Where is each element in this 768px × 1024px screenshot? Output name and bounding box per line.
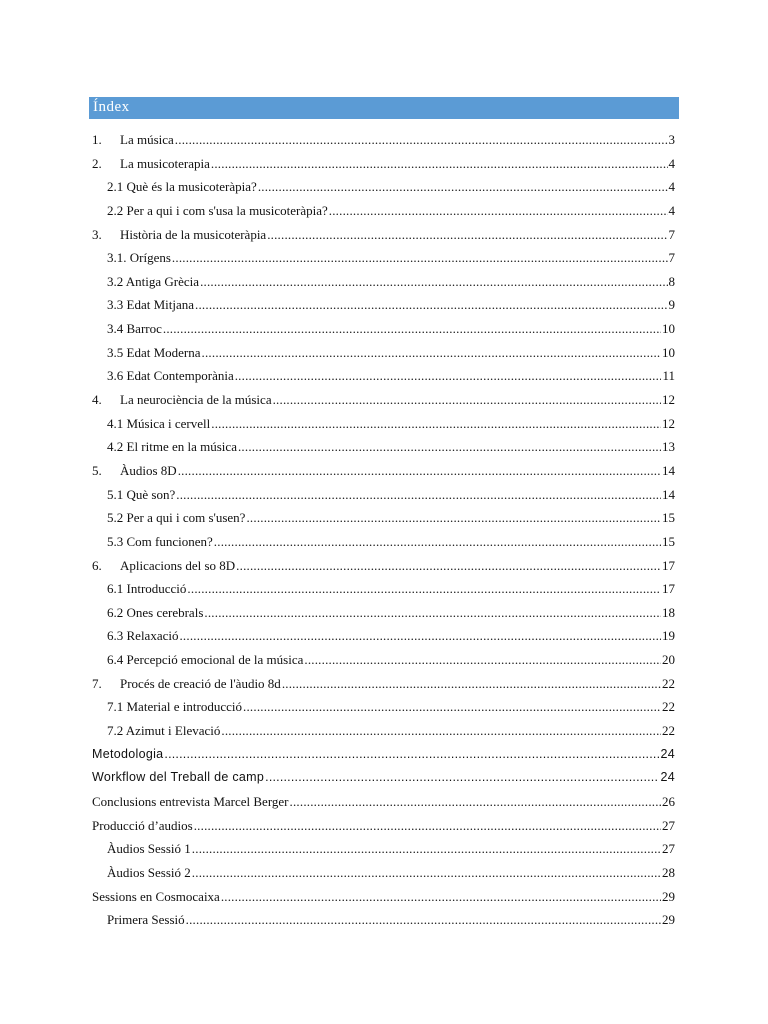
toc-dot-leader — [246, 506, 661, 530]
toc-entry-title[interactable]: 6.1 Introducció — [107, 581, 187, 597]
toc-dot-leader — [238, 435, 661, 459]
toc-entry[interactable] — [92, 388, 675, 412]
toc-dot-leader — [192, 837, 661, 861]
toc-entry[interactable] — [92, 412, 675, 436]
toc-entry-title[interactable]: 3.4 Barroc — [107, 321, 162, 337]
toc-entry[interactable] — [92, 672, 675, 696]
toc-entry[interactable] — [92, 341, 675, 365]
toc-dot-leader — [282, 672, 661, 696]
toc-entry-page[interactable]: 27 — [662, 841, 675, 857]
toc-entry-title[interactable]: 2.1 Què és la musicoteràpia? — [107, 179, 257, 195]
toc-entry-page[interactable]: 4 — [668, 179, 675, 195]
toc-entry-page[interactable]: 9 — [668, 297, 675, 313]
toc-entry-page[interactable]: 4 — [668, 202, 675, 218]
toc-entry[interactable] — [92, 743, 675, 767]
toc-entry-page[interactable]: 15 — [662, 533, 675, 549]
toc-entry[interactable] — [92, 530, 675, 554]
toc-entry-title[interactable]: 3.6 Edat Contemporània — [107, 368, 234, 384]
toc-entry-title[interactable]: 6.2 Ones cerebrals — [107, 604, 204, 620]
toc-entry[interactable] — [92, 128, 675, 152]
toc-entry-title[interactable]: 3.5 Edat Moderna — [107, 344, 201, 360]
toc-entry-page[interactable]: 10 — [662, 321, 675, 337]
toc-dot-leader — [178, 459, 661, 483]
toc-entry-title[interactable]: La neurociència de la música — [120, 392, 272, 408]
toc-entry-page[interactable]: 14 — [662, 486, 675, 502]
toc-entry[interactable] — [92, 814, 675, 838]
toc-entry-page[interactable]: 10 — [662, 344, 675, 360]
toc-entry-number: 4. — [92, 392, 102, 408]
toc-dot-leader — [214, 530, 661, 554]
toc-entry-page[interactable]: 7 — [668, 226, 675, 242]
toc-entry-number: 1. — [92, 132, 102, 147]
toc-dot-leader — [290, 790, 661, 814]
toc-entry-page[interactable]: 8 — [668, 273, 675, 289]
toc-entry-title[interactable]: La música — [120, 132, 174, 147]
toc-entry[interactable] — [92, 885, 675, 909]
toc-entry[interactable] — [92, 695, 675, 719]
toc-dot-leader — [329, 199, 668, 223]
toc-dot-leader — [176, 483, 661, 507]
table-of-contents — [92, 128, 675, 932]
toc-entry[interactable] — [92, 506, 675, 530]
toc-entry-title[interactable]: 5.3 Com funcionen? — [107, 533, 213, 549]
toc-dot-leader — [243, 695, 661, 719]
toc-entry[interactable] — [92, 837, 675, 861]
toc-entry-page[interactable]: 29 — [662, 888, 675, 904]
toc-dot-leader — [204, 601, 661, 625]
toc-entry[interactable] — [92, 152, 675, 176]
toc-entry-title[interactable]: Primera Sessió — [107, 912, 185, 928]
toc-entry-page[interactable]: 19 — [662, 628, 675, 644]
toc-header — [89, 97, 679, 119]
toc-dot-leader — [304, 648, 661, 672]
toc-heading: Índex — [93, 99, 130, 115]
toc-entry-page[interactable]: 15 — [662, 510, 675, 526]
toc-entry[interactable] — [92, 719, 675, 743]
toc-entry-page[interactable]: 28 — [662, 864, 675, 880]
toc-entry-title[interactable]: Procés de creació de l'àudio 8d — [120, 675, 281, 691]
toc-dot-leader — [265, 766, 659, 790]
toc-dot-leader — [175, 128, 668, 152]
toc-entry-page[interactable]: 22 — [662, 699, 675, 715]
toc-entry[interactable] — [92, 861, 675, 885]
toc-dot-leader — [235, 364, 662, 388]
toc-entry[interactable] — [92, 435, 675, 459]
toc-entry-title[interactable]: 7.2 Azimut i Elevació — [107, 723, 221, 739]
toc-entry[interactable] — [92, 270, 675, 294]
toc-entry[interactable] — [92, 246, 675, 270]
toc-entry-page[interactable]: 22 — [662, 723, 675, 739]
toc-entry[interactable] — [92, 483, 675, 507]
toc-entry-title[interactable]: 6.3 Relaxació — [107, 628, 179, 644]
toc-entry-page[interactable]: 26 — [662, 793, 675, 809]
toc-entry[interactable] — [92, 175, 675, 199]
toc-entry-title[interactable]: Metodologia — [92, 746, 164, 761]
toc-entry[interactable] — [92, 766, 675, 790]
toc-entry[interactable] — [92, 223, 675, 247]
toc-entry-title[interactable]: Workflow del Treball de camp — [92, 770, 265, 785]
toc-entry-title[interactable]: Àudios 8D — [120, 462, 177, 478]
toc-dot-leader — [200, 270, 667, 294]
toc-entry-title[interactable]: La musicoterapia — [120, 155, 210, 171]
toc-entry-title[interactable]: Producció d’audios — [92, 817, 193, 833]
toc-entry-title[interactable]: 5.1 Què son? — [107, 486, 176, 502]
toc-entry[interactable] — [92, 317, 675, 341]
toc-entry-page[interactable]: 24 — [660, 746, 675, 761]
toc-entry[interactable] — [92, 199, 675, 223]
toc-entry-page[interactable]: 22 — [662, 675, 675, 691]
toc-dot-leader — [163, 317, 661, 341]
toc-entry-page[interactable]: 12 — [662, 415, 675, 431]
toc-dot-leader — [195, 293, 667, 317]
toc-entry-title[interactable]: 4.1 Música i cervell — [107, 415, 211, 431]
toc-entry-page[interactable]: 14 — [662, 462, 675, 478]
toc-dot-leader — [194, 814, 661, 838]
toc-entry-title[interactable]: Sessions en Cosmocaixa — [92, 888, 220, 904]
toc-dot-leader — [267, 223, 667, 247]
toc-entry-title[interactable]: Conclusions entrevista Marcel Berger — [92, 793, 289, 809]
toc-entry-page[interactable]: 18 — [662, 604, 675, 620]
toc-entry-title[interactable]: 2.2 Per a qui i com s'usa la musicoteràpia? — [107, 202, 328, 218]
toc-dot-leader — [236, 554, 661, 578]
toc-entry-number: 2. — [92, 155, 102, 171]
toc-entry-page[interactable]: 17 — [662, 581, 675, 597]
toc-entry[interactable] — [92, 554, 675, 578]
toc-entry-title[interactable]: 7.1 Material e introducció — [107, 699, 243, 715]
toc-entry-page[interactable]: 3 — [668, 132, 675, 147]
toc-entry-page[interactable]: 4 — [668, 155, 675, 171]
toc-dot-leader — [164, 743, 659, 767]
toc-entry-title[interactable]: Àudios Sessió 2 — [107, 864, 191, 880]
toc-entry-number: 3. — [92, 226, 102, 242]
toc-dot-leader — [192, 861, 661, 885]
toc-dot-leader — [172, 246, 668, 270]
toc-entry-number: 6. — [92, 557, 102, 573]
toc-dot-leader — [273, 388, 661, 412]
toc-entry-page[interactable]: 13 — [662, 439, 675, 455]
toc-entry-page[interactable]: 29 — [662, 912, 675, 928]
toc-entry-title[interactable]: Aplicacions del so 8D — [120, 557, 236, 573]
toc-entry[interactable] — [92, 364, 675, 388]
toc-entry-title[interactable]: 3.1. Orígens — [107, 250, 171, 266]
toc-entry-page[interactable]: 11 — [662, 368, 675, 384]
toc-entry[interactable] — [92, 293, 675, 317]
toc-entry-page[interactable]: 17 — [662, 557, 675, 573]
toc-entry-title[interactable]: Història de la musicoteràpia — [120, 226, 267, 242]
toc-entry-page[interactable]: 7 — [668, 250, 675, 266]
toc-dot-leader — [187, 577, 661, 601]
toc-entry-page[interactable]: 20 — [662, 652, 675, 668]
toc-entry-title[interactable]: 5.2 Per a qui i com s'usen? — [107, 510, 246, 526]
toc-dot-leader — [202, 341, 661, 365]
toc-entry-title[interactable]: 6.4 Percepció emocional de la música — [107, 652, 304, 668]
toc-entry[interactable] — [92, 601, 675, 625]
toc-dot-leader — [258, 175, 668, 199]
toc-entry-title[interactable]: Àudios Sessió 1 — [107, 841, 191, 857]
toc-entry-title[interactable]: 3.3 Edat Mitjana — [107, 297, 195, 313]
toc-dot-leader — [221, 719, 661, 743]
toc-entry[interactable] — [92, 624, 675, 648]
toc-entry[interactable] — [92, 459, 675, 483]
toc-entry[interactable] — [92, 908, 675, 932]
toc-dot-leader — [186, 908, 661, 932]
toc-entry-page[interactable]: 12 — [662, 392, 675, 408]
toc-dot-leader — [179, 624, 661, 648]
toc-entry-page[interactable]: 27 — [662, 817, 675, 833]
toc-entry-title[interactable]: 4.2 El ritme en la música — [107, 439, 237, 455]
toc-entry[interactable] — [92, 648, 675, 672]
toc-entry[interactable] — [92, 577, 675, 601]
toc-dot-leader — [211, 412, 661, 436]
toc-entry-title[interactable]: 3.2 Antiga Grècia — [107, 273, 200, 289]
toc-dot-leader — [211, 152, 668, 176]
toc-entry[interactable] — [92, 790, 675, 814]
toc-dot-leader — [221, 885, 661, 909]
toc-entry-number: 5. — [92, 462, 102, 478]
toc-entry-page[interactable]: 24 — [660, 770, 675, 785]
toc-entry-number: 7. — [92, 675, 102, 691]
